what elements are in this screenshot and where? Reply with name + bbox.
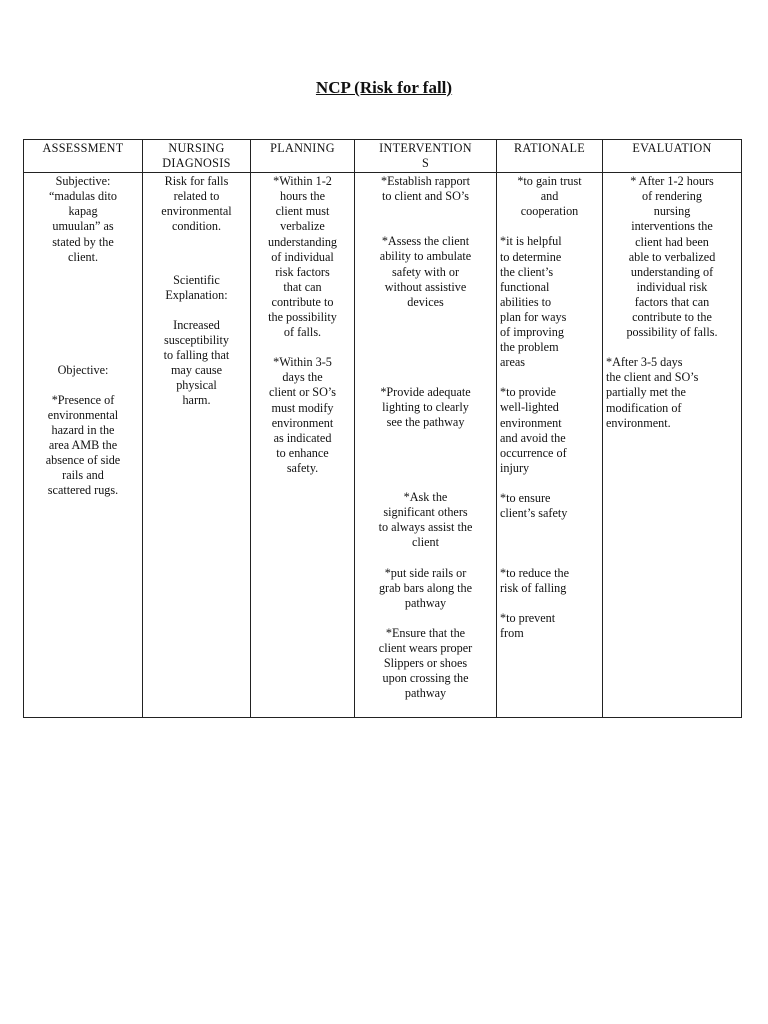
diagnosis-statement: Risk for falls related to environmental condition. xyxy=(161,174,232,234)
ncp-table xyxy=(23,139,742,718)
header-rationale: RATIONALE xyxy=(497,140,603,173)
table-header-row xyxy=(24,140,742,173)
table-row xyxy=(24,173,742,718)
intervention-item: *Assess the client ability to ambulate safety with or without assistive devices xyxy=(379,234,472,309)
intervention-item: *Establish rapport to client and SO’s xyxy=(380,174,471,204)
scientific-explanation-text: Increased susceptibility to falling that may cause physical harm. xyxy=(163,317,230,408)
intervention-item: *put side rails or grab bars along the pathway xyxy=(378,565,473,610)
objective-label: Objective: xyxy=(57,362,109,377)
rationale-item: *to prevent from xyxy=(500,611,556,641)
rationale-item: *to reduce the risk of falling xyxy=(500,566,570,596)
planning-goal-1: *Within 1-2 hours the client must verbalize understanding of individual risk factors that can contribute to the possibility of falls. xyxy=(267,174,338,340)
document-title: NCP (Risk for fall) xyxy=(315,78,453,97)
planning-goal-2: *Within 3-5 days the client or SO’s must modify environment as indicated to enhance safety. xyxy=(268,355,337,475)
intervention-item: *Ask the significant others to always assist the client xyxy=(378,490,473,550)
header-assessment: ASSESSMENT xyxy=(24,140,143,173)
objective-data: *Presence of environmental hazard in the area AMB the absence of side rails and scattered rugs. xyxy=(45,392,121,498)
rationale-item: *it is helpful to determine the client’s functional abilities to plan for ways of improving the problem areas xyxy=(500,234,567,370)
rationale-item: *to provide well-lighted environment and avoid the occurrence of injury xyxy=(500,385,567,475)
planning-cell xyxy=(251,173,355,718)
rationale-cell xyxy=(497,173,603,718)
interventions-cell xyxy=(355,173,497,718)
scientific-explanation-label: Scientific Explanation: xyxy=(165,272,228,302)
evaluation-cell xyxy=(603,173,742,718)
intervention-item: *Ensure that the client wears proper Slippers or shoes upon crossing the pathway xyxy=(378,625,473,701)
subjective-data: Subjective: “madulas dito kapag umuulan” as stated by the client. xyxy=(48,174,118,264)
intervention-item: *Provide adequate lighting to clearly see the pathway xyxy=(380,384,471,430)
header-evaluation: EVALUATION xyxy=(603,140,742,173)
header-planning: PLANNING xyxy=(251,140,355,173)
rationale-item: *to gain trust and cooperation xyxy=(517,174,582,219)
diagnosis-cell xyxy=(143,173,251,718)
assessment-cell xyxy=(24,173,143,718)
evaluation-item: * After 1-2 hours of rendering nursing interventions the client had been able to verbalized understanding of individual risk factors that can contribute to the possibility of falls. xyxy=(626,174,718,340)
evaluation-item: *After 3-5 days the client and SO’s partially met the modification of environment. xyxy=(606,355,699,430)
header-nursing-diagnosis: NURSING DIAGNOSIS xyxy=(143,140,251,173)
header-interventions: INTERVENTION S xyxy=(355,140,497,173)
rationale-item: *to ensure client’s safety xyxy=(500,490,568,520)
